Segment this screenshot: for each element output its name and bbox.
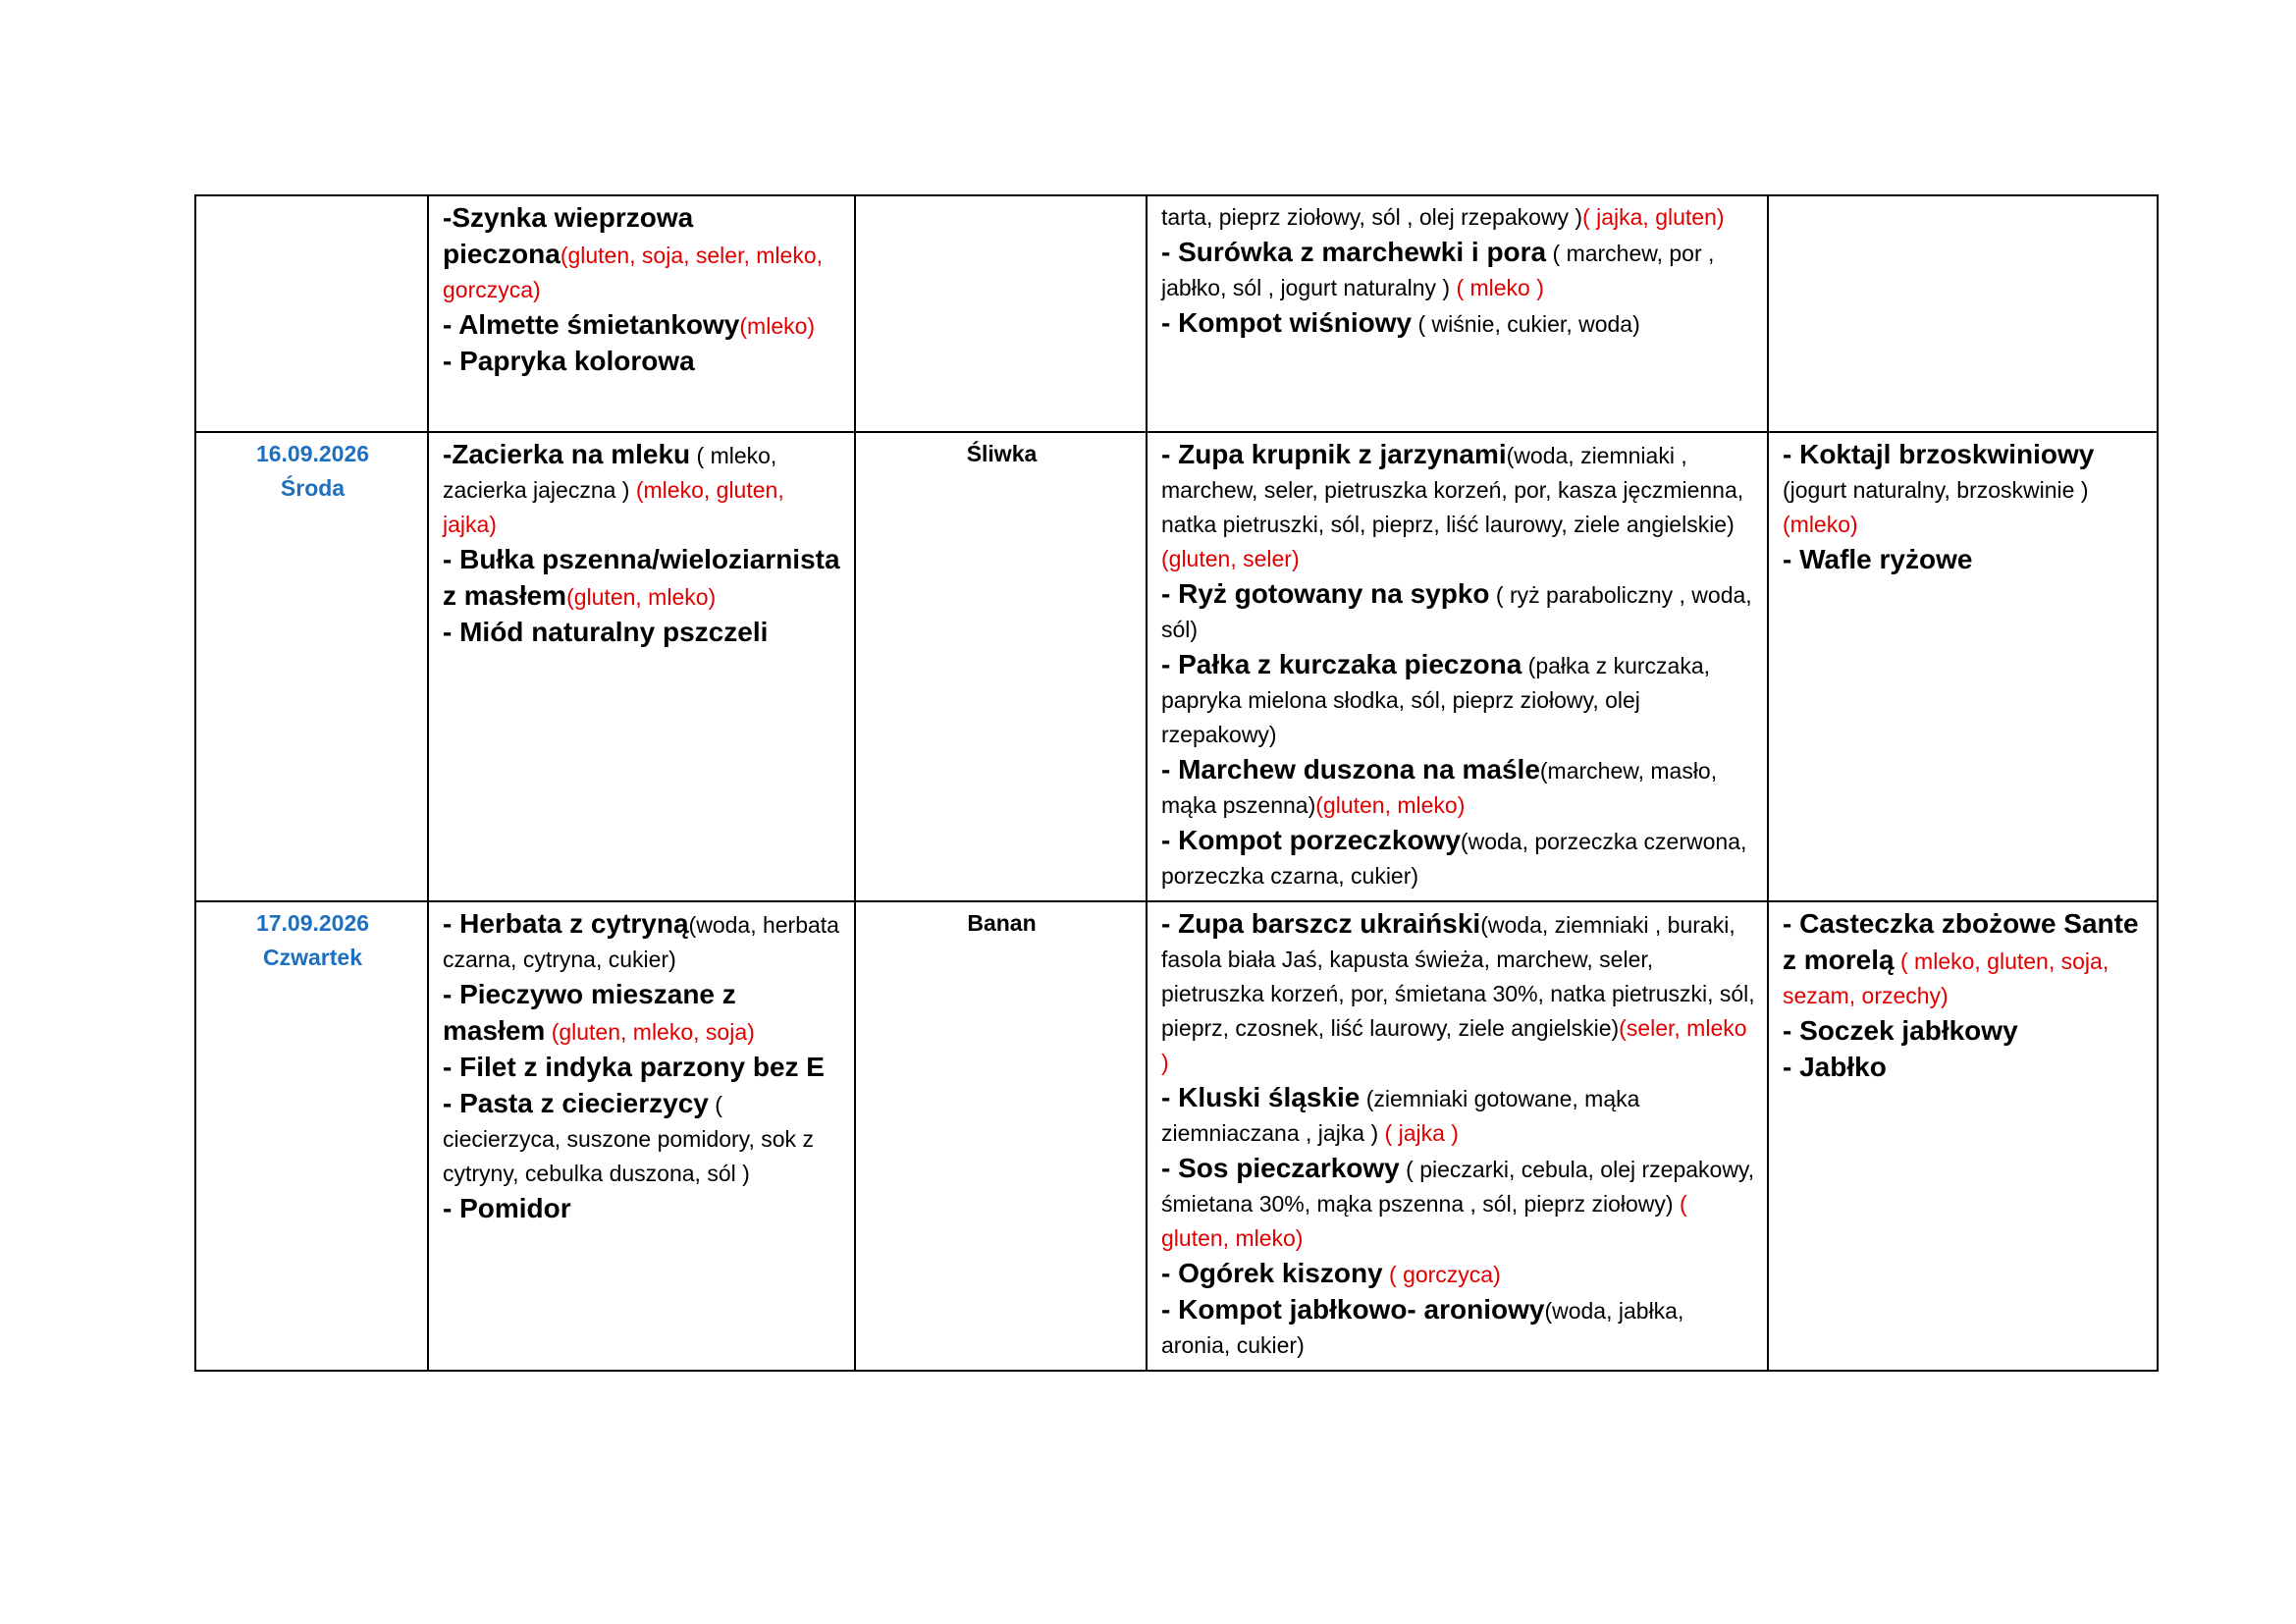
dish-name: - Marchew duszona na maśle bbox=[1161, 754, 1540, 785]
ingredients-text: (woda, ziemniaki , buraki, fasola biała Jaś, kapusta świeża, marchew, seler, pietruszka korzeń, por, śmietana 30%, natka pietruszki, sól, pieprz, czosnek, liść laurowy, ziele angielskie) bbox=[1161, 912, 1755, 1041]
date-cell bbox=[195, 195, 428, 432]
allergens-text: (mleko) bbox=[739, 313, 816, 339]
dish-name: - Kluski śląskie bbox=[1161, 1082, 1361, 1112]
ingredients-text: (woda, ziemniaki , marchew, seler, pietruszka korzeń, por, kasza jęczmienna, natka pietruszki, sól, pieprz, liść laurowy, ziele angielskie) bbox=[1161, 443, 1744, 537]
dish-name: - Zupa krupnik z jarzynami bbox=[1161, 439, 1507, 469]
breakfast-menu-item bbox=[443, 977, 842, 1050]
weekday-text: Środa bbox=[280, 475, 346, 501]
lunch-menu-item bbox=[1161, 647, 1755, 752]
allergens-text: (mleko) bbox=[1783, 512, 1858, 537]
ingredients-text: (woda, jabłka, aronia, cukier) bbox=[1161, 1298, 1684, 1358]
snack-text: Śliwka bbox=[966, 441, 1038, 466]
allergens-text: ( gorczyca) bbox=[1389, 1262, 1501, 1287]
lunch-menu-item bbox=[1161, 752, 1755, 823]
ingredients-text: (woda, herbata czarna, cytryna, cukier) bbox=[443, 912, 839, 972]
snack-text: Banan bbox=[967, 910, 1037, 936]
ingredients-text: (pałka z kurczaka, papryka mielona słodka, sól, pieprz ziołowy, olej rzepakowy) bbox=[1161, 653, 1711, 747]
tea-menu-item bbox=[1783, 906, 2145, 1013]
ingredients-text: (marchew, masło, mąka pszenna) bbox=[1161, 758, 1718, 818]
breakfast-cell bbox=[428, 432, 855, 901]
dish-name: -Szynka wieprzowa pieczona bbox=[443, 202, 694, 269]
lunch-menu-item bbox=[1161, 1080, 1755, 1151]
ingredients-text: ( marchew, por , jabłko, sól , jogurt naturalny ) bbox=[1161, 241, 1715, 300]
lunch-menu-item bbox=[1161, 1256, 1755, 1292]
tea-menu-item bbox=[1783, 1013, 2145, 1050]
dish-name: -Zacierka na mleku bbox=[443, 439, 691, 469]
dish-name: - Soczek jabłkowy bbox=[1783, 1015, 2018, 1046]
tea-cell bbox=[1768, 195, 2158, 432]
menu-table bbox=[194, 194, 2159, 1372]
allergens-text: (mleko, gluten, jajka) bbox=[443, 477, 784, 537]
breakfast-menu-item bbox=[443, 906, 842, 977]
allergens-text: ( mleko, gluten, soja, sezam, orzechy) bbox=[1783, 948, 2109, 1008]
dish-name: - Zupa barszcz ukraiński bbox=[1161, 908, 1481, 939]
breakfast-cell bbox=[428, 195, 855, 432]
dish-name: - Pomidor bbox=[443, 1193, 571, 1223]
tea-cell bbox=[1768, 432, 2158, 901]
allergens-text: ( jajka, gluten) bbox=[1582, 204, 1725, 230]
snack-cell bbox=[855, 195, 1147, 432]
weekday-text: Czwartek bbox=[263, 945, 362, 970]
dish-name: - Papryka kolorowa bbox=[443, 346, 695, 376]
allergens-text: (gluten, soja, seler, mleko, gorczyca) bbox=[443, 243, 823, 302]
dish-name: - Kompot jabłkowo- aroniowy bbox=[1161, 1294, 1545, 1325]
allergens-text: (gluten, mleko) bbox=[566, 584, 717, 610]
allergens-text: ( jajka ) bbox=[1384, 1120, 1459, 1146]
date-cell bbox=[195, 901, 428, 1371]
ingredients-text: (jogurt naturalny, brzoskwinie ) bbox=[1783, 477, 2089, 503]
lunch-menu-item bbox=[1161, 823, 1755, 893]
dish-name: - Herbata z cytryną bbox=[443, 908, 689, 939]
breakfast-menu-item bbox=[443, 307, 842, 344]
dish-name: - Kompot porzeczkowy bbox=[1161, 825, 1461, 855]
menu-row bbox=[195, 195, 2158, 432]
dish-name: - Wafle ryżowe bbox=[1783, 544, 1973, 574]
snack-cell bbox=[855, 432, 1147, 901]
allergens-text: ( gluten, mleko) bbox=[1161, 1191, 1687, 1251]
ingredients-text: ( wiśnie, cukier, woda) bbox=[1412, 311, 1640, 337]
breakfast-menu-item bbox=[443, 344, 842, 380]
ingredients-text: ( ryż paraboliczny , woda, sól) bbox=[1161, 582, 1752, 642]
breakfast-menu-item bbox=[443, 200, 842, 307]
dish-name: - Pieczywo mieszane z masłem bbox=[443, 979, 736, 1046]
breakfast-menu-item bbox=[443, 1086, 842, 1191]
allergens-text: (seler, mleko ) bbox=[1161, 1015, 1747, 1075]
lunch-cell bbox=[1147, 195, 1768, 432]
lunch-menu-item bbox=[1161, 305, 1755, 342]
dish-name: - Jabłko bbox=[1783, 1052, 1887, 1082]
date-cell bbox=[195, 432, 428, 901]
breakfast-menu-item bbox=[443, 542, 842, 615]
breakfast-menu-item bbox=[443, 615, 842, 651]
allergens-text: (gluten, mleko, soja) bbox=[551, 1019, 755, 1045]
date-text: 17.09.2026 bbox=[255, 910, 370, 936]
date-text: 16.09.2026 bbox=[255, 441, 370, 466]
ingredients-text: (woda, porzeczka czerwona, porzeczka czarna, cukier) bbox=[1161, 829, 1747, 889]
dish-name: - Kompot wiśniowy bbox=[1161, 307, 1413, 338]
breakfast-menu-item bbox=[443, 437, 842, 542]
lunch-menu-item bbox=[1161, 906, 1755, 1080]
lunch-cell bbox=[1147, 901, 1768, 1371]
ingredients-text: ( mleko, zacierka jajeczna ) bbox=[443, 443, 777, 503]
lunch-menu-item bbox=[1161, 437, 1755, 576]
allergens-text: ( mleko ) bbox=[1456, 275, 1544, 300]
breakfast-cell bbox=[428, 901, 855, 1371]
lunch-menu-item bbox=[1161, 576, 1755, 647]
tea-cell bbox=[1768, 901, 2158, 1371]
menu-row bbox=[195, 901, 2158, 1371]
dish-name: - Ogórek kiszony bbox=[1161, 1258, 1383, 1288]
dish-name: - Pałka z kurczaka pieczona bbox=[1161, 649, 1522, 679]
lunch-menu-item bbox=[1161, 200, 1755, 235]
tea-menu-item bbox=[1783, 437, 2145, 542]
breakfast-menu-item bbox=[443, 1050, 842, 1086]
tea-menu-item bbox=[1783, 1050, 2145, 1086]
dish-name: - Surówka z marchewki i pora bbox=[1161, 237, 1547, 267]
dish-name: - Pasta z ciecierzycy bbox=[443, 1088, 709, 1118]
lunch-cell bbox=[1147, 432, 1768, 901]
dish-name: - Koktajl brzoskwiniowy bbox=[1783, 439, 2095, 469]
lunch-menu-item bbox=[1161, 235, 1755, 305]
dish-name: - Ryż gotowany na sypko bbox=[1161, 578, 1490, 609]
allergens-text: (gluten, seler) bbox=[1161, 546, 1300, 571]
lunch-menu-item bbox=[1161, 1151, 1755, 1256]
ingredients-text: ( pieczarki, cebula, olej rzepakowy, śmietana 30%, mąka pszenna , sól, pieprz ziołowy) bbox=[1161, 1157, 1755, 1217]
ingredients-text: (ziemniaki gotowane, mąka ziemniaczana , jajka ) bbox=[1161, 1086, 1640, 1146]
dish-name: - Almette śmietankowy bbox=[443, 309, 740, 340]
dish-name: - Casteczka zbożowe Sante z morelą bbox=[1783, 908, 2139, 975]
menu-row bbox=[195, 432, 2158, 901]
breakfast-menu-item bbox=[443, 1191, 842, 1227]
lunch-menu-item bbox=[1161, 1292, 1755, 1363]
allergens-text: (gluten, mleko) bbox=[1315, 792, 1466, 818]
dish-name: - Filet z indyka parzony bez E bbox=[443, 1052, 825, 1082]
ingredients-text: tarta, pieprz ziołowy, sól , olej rzepakowy ) bbox=[1161, 204, 1583, 230]
dish-name: - Miód naturalny pszczeli bbox=[443, 617, 769, 647]
ingredients-text: ( ciecierzyca, suszone pomidory, sok z cytryny, cebulka duszona, sól ) bbox=[443, 1092, 814, 1186]
dish-name: - Bułka pszenna/wieloziarnista z masłem bbox=[443, 544, 840, 611]
tea-menu-item bbox=[1783, 542, 2145, 578]
dish-name: - Sos pieczarkowy bbox=[1161, 1153, 1400, 1183]
snack-cell bbox=[855, 901, 1147, 1371]
